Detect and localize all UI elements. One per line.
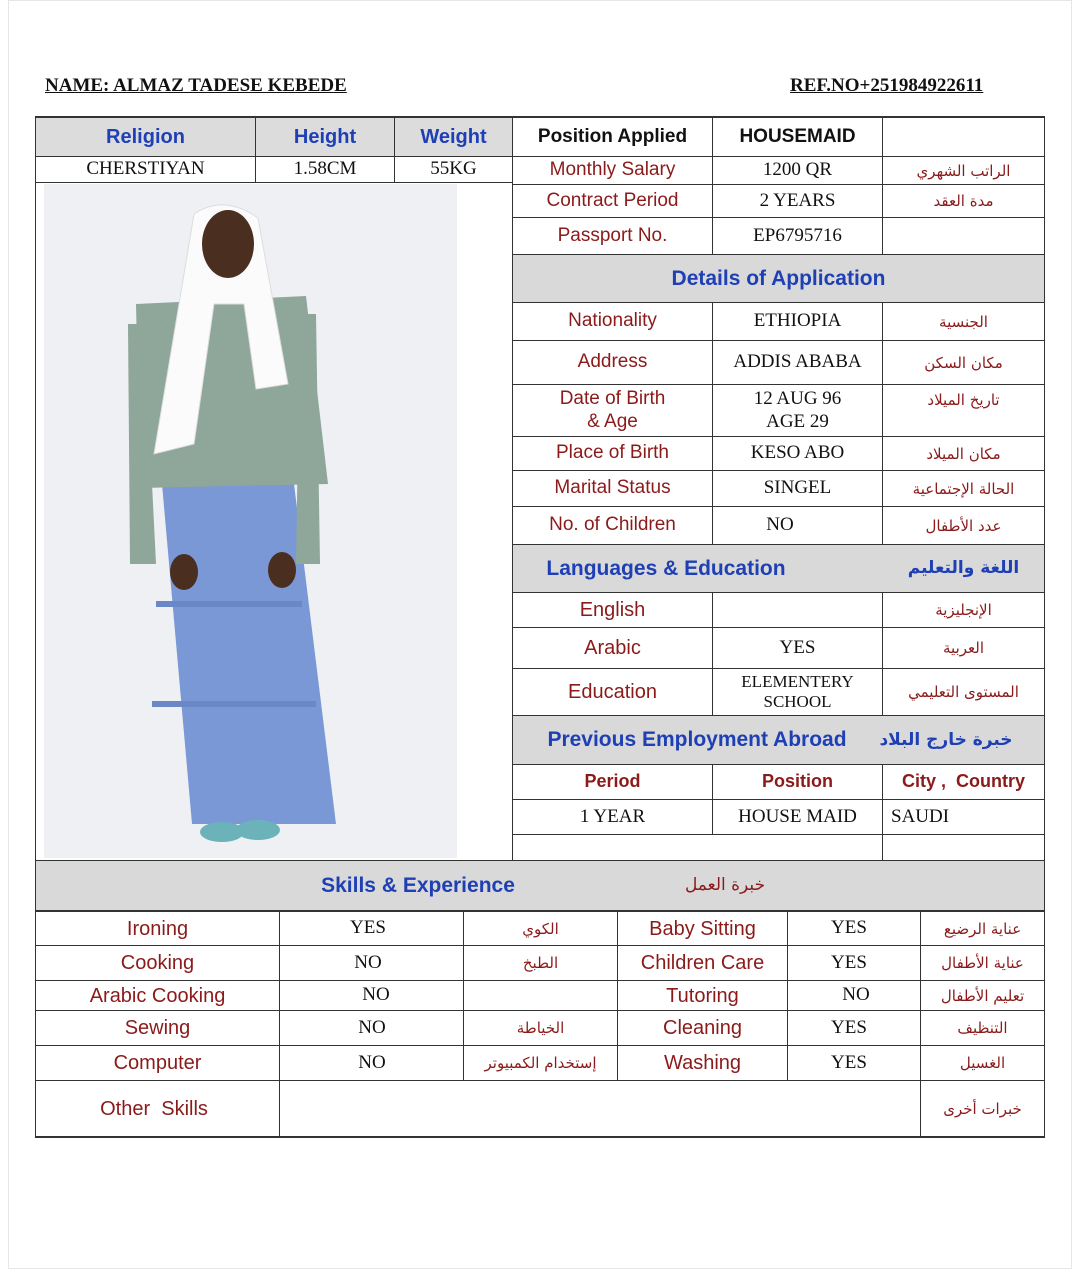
skill-washing-value: YES (831, 1051, 867, 1073)
city-country-header: City , Country (901, 771, 1025, 792)
english-value (713, 593, 882, 627)
marital-label: Marital Status (554, 477, 671, 499)
dob-label-line1: Date of Birth (559, 387, 666, 409)
period-header: Period (584, 771, 641, 792)
reference-number: REF.NO+251984922611 (790, 75, 984, 96)
passport-value: EP6795716 (753, 224, 842, 246)
religion-value: CHERSTIYAN (86, 158, 205, 180)
contract-value: 2 YEARS (759, 189, 836, 211)
education-value-line1: ELEMENTERY (741, 671, 854, 691)
other-skills-label: Other Skills (100, 1097, 208, 1120)
dob-arabic: تاريخ الميلاد (927, 391, 1000, 409)
salary-value: 1200 QR (762, 159, 833, 181)
skill-sewing-value: NO (358, 1016, 386, 1038)
children-value: NO (766, 514, 794, 536)
other-skills-arabic: خبرات أخرى (943, 1099, 1022, 1118)
birthplace-value: KESO ABO (750, 442, 845, 464)
education-label: Education (568, 681, 657, 703)
candidate-photo (44, 184, 457, 858)
dob-label (513, 385, 712, 436)
nationality-arabic: الجنسية (939, 312, 988, 331)
skill-arabic-cooking-arabic (464, 981, 617, 1010)
languages-title: Languages & Education (546, 556, 786, 580)
skill-cleaning-label: Cleaning (663, 1017, 742, 1039)
candidate-name: NAME: ALMAZ TADESE KEBEDE (45, 75, 347, 96)
skill-arabic-cooking-label: Arabic Cooking (89, 984, 226, 1007)
education-value (713, 669, 882, 715)
address-value: ADDIS ABABA (733, 351, 862, 373)
skill-ironing-label: Ironing (126, 917, 189, 940)
skill-cooking-label: Cooking (120, 952, 195, 974)
english-arabic: الإنجليزية (935, 601, 992, 619)
employment-position: HOUSE MAID (738, 805, 857, 827)
employment-period: 1 YEAR (579, 805, 646, 827)
employment-country: SAUDI (891, 805, 950, 827)
skill-tutoring-arabic: تعليم الأطفال (940, 986, 1025, 1005)
skill-washing-label: Washing (663, 1052, 742, 1074)
skill-ironing-arabic: الكوي (522, 919, 559, 938)
dob-value-date: 12 AUG 96 (753, 387, 842, 409)
skill-cleaning-arabic: التنظيف (957, 1019, 1008, 1037)
skill-childcare-label: Children Care (640, 952, 765, 974)
skill-ironing-value: YES (350, 917, 386, 939)
skill-cooking-arabic: الطبخ (522, 954, 559, 972)
weight-value: 55KG (430, 158, 477, 180)
height-label: Height (293, 126, 357, 148)
nationality-label: Nationality (568, 310, 657, 332)
employment-title: Previous Employment Abroad (547, 728, 847, 752)
dob-value (713, 385, 882, 436)
nationality-value: ETHIOPIA (753, 310, 842, 332)
education-value-line2: SCHOOL (763, 692, 832, 711)
skill-computer-arabic: إستخدام الكمبيوتر (484, 1054, 597, 1072)
dob-label-line2: & Age (587, 410, 638, 432)
children-label: No. of Children (549, 514, 676, 536)
skill-tutoring-value: NO (842, 984, 870, 1006)
skill-tutoring-label: Tutoring (666, 984, 739, 1007)
position-header: Position (762, 771, 833, 792)
skill-washing-arabic: الغسيل (959, 1054, 1006, 1072)
skill-babysitting-arabic: عناية الرضيع (943, 919, 1022, 938)
dob-value-age: AGE 29 (766, 410, 829, 432)
employment-title-arabic: خبرة خارج البلاد (879, 729, 1013, 750)
english-label: English (579, 599, 646, 621)
marital-arabic: الحالة الإجتماعية (912, 479, 1015, 498)
children-arabic: عدد الأطفال (925, 516, 1002, 535)
height-value: 1.58CM (293, 158, 357, 180)
skill-cleaning-value: YES (831, 1016, 867, 1038)
skill-cooking-value: NO (354, 951, 382, 973)
skill-babysitting-label: Baby Sitting (649, 917, 756, 940)
skill-babysitting-value: YES (831, 917, 867, 939)
skill-sewing-arabic: الخياطة (516, 1019, 565, 1037)
skills-title: Skills & Experience (321, 873, 515, 897)
contract-label: Contract Period (546, 189, 679, 211)
person-illustration (44, 184, 457, 858)
education-arabic: المستوى التعليمي (908, 683, 1019, 701)
skills-title-arabic: خبرة العمل (684, 875, 766, 896)
details-title: Details of Application (671, 266, 886, 290)
languages-title-arabic: اللغة والتعليم (907, 558, 1020, 579)
religion-label: Religion (106, 126, 185, 148)
position-value: HOUSEMAID (739, 125, 856, 147)
birthplace-label: Place of Birth (556, 442, 669, 464)
position-label: Position Applied (537, 125, 688, 147)
address-label: Address (577, 351, 648, 373)
skill-computer-value: NO (358, 1051, 386, 1073)
address-arabic: مكان السكن (924, 353, 1003, 372)
skill-childcare-arabic: عناية الأطفال (941, 954, 1024, 972)
birthplace-arabic: مكان الميلاد (926, 444, 1001, 463)
arabic-arabic: العربية (943, 639, 984, 657)
salary-arabic: الراتب الشهري (916, 161, 1011, 180)
skill-childcare-value: YES (831, 951, 867, 973)
arabic-value: YES (779, 636, 816, 658)
skill-arabic-cooking-value: NO (362, 984, 390, 1006)
arabic-label: Arabic (584, 637, 641, 659)
skill-sewing-label: Sewing (124, 1017, 191, 1039)
salary-label: Monthly Salary (549, 159, 676, 181)
contract-arabic: مدة العقد (933, 192, 994, 210)
marital-value: SINGEL (763, 477, 832, 499)
passport-label: Passport No. (557, 224, 668, 246)
skill-computer-label: Computer (113, 1052, 202, 1074)
weight-label: Weight (420, 126, 487, 148)
